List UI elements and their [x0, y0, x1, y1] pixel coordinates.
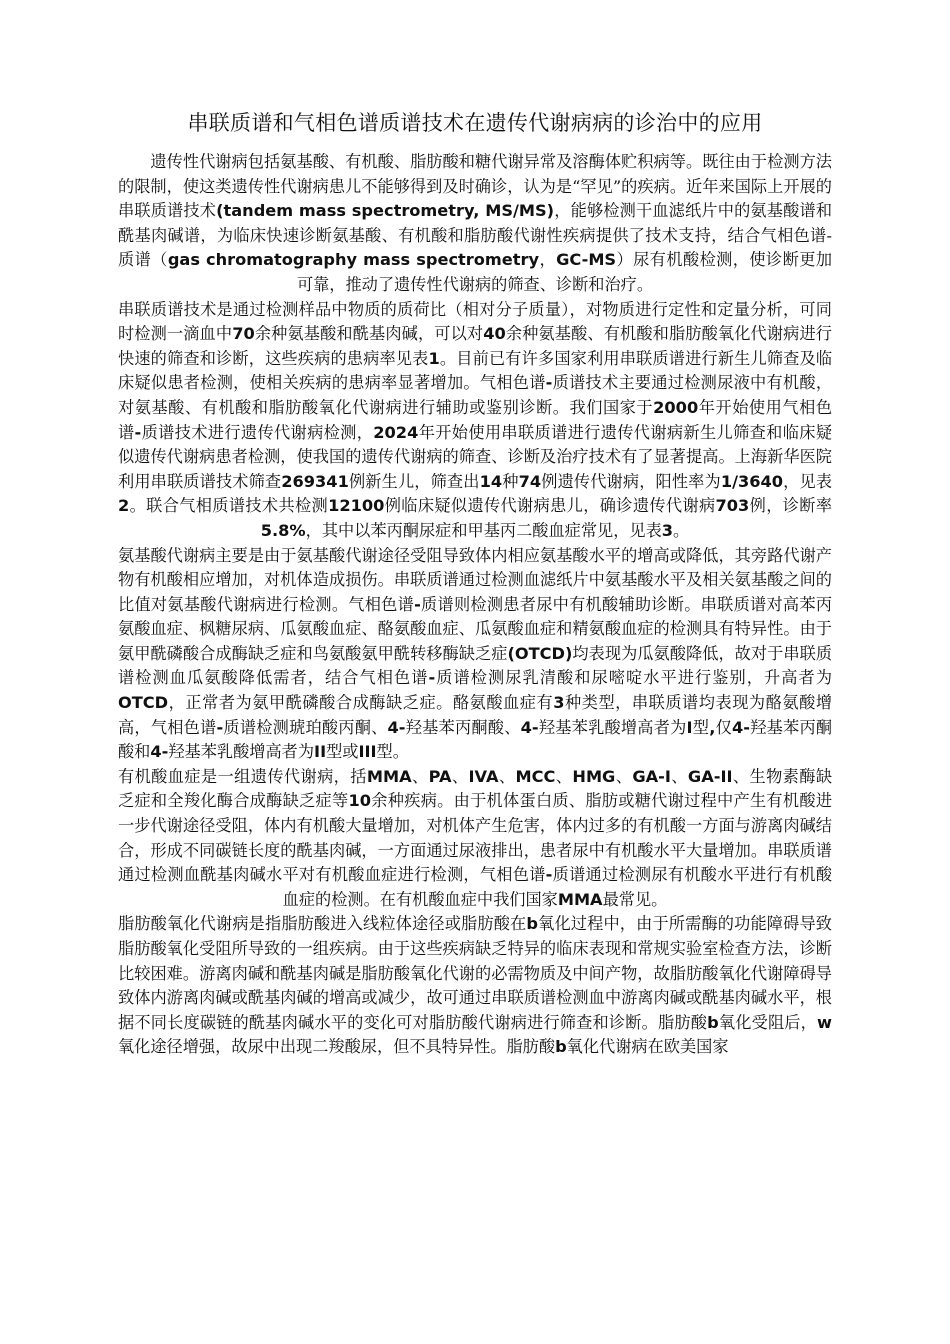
text-run: 、	[451, 766, 469, 786]
text-run: 最常见。	[602, 889, 668, 909]
bold-run: b	[526, 914, 538, 934]
text-run: 、	[615, 766, 633, 786]
bold-run: 4-	[520, 717, 539, 737]
text-run: 例遗传代谢病，阳性率为	[541, 471, 721, 491]
bold-run: -	[216, 717, 224, 737]
bold-run: GC-MS	[556, 250, 617, 270]
text-run: 串联质谱技术是通过检测样品中物质的质荷比（相对分子质量），对物质进行定性和定量分析，可同时检测一滴血中	[118, 299, 832, 344]
bold-run: -	[545, 373, 553, 393]
bold-run: 2	[118, 496, 130, 516]
bold-run: b	[555, 1037, 567, 1057]
text-run: 。联合气相质谱技术共检测	[129, 496, 329, 516]
text-run: 质谱检测琥珀酸丙酮、	[223, 717, 388, 737]
bold-run: 703	[715, 496, 750, 516]
text-run: 型	[692, 717, 710, 737]
text-run: ）尿有机酸检测，使诊断更加可靠，推动了遗传性代谢病的筛查、诊断和治疗。	[296, 250, 833, 294]
bold-run: w	[817, 1012, 832, 1032]
bold-run: 1/3640	[720, 471, 784, 491]
text-run: 种类型，串联质谱均表现为酪氨酸增高，气相色谱	[118, 693, 833, 737]
bold-run: MCC	[515, 766, 556, 786]
bold-run: b	[707, 1012, 719, 1032]
paragraph-intro	[118, 150, 832, 298]
document-title: 串联质谱和气相色谱质谱技术在遗传代谢病病的诊治中的应用	[187, 111, 763, 135]
bold-run: 40	[483, 324, 506, 344]
bold-run: ,	[709, 717, 716, 737]
text-run: 、生物素酶缺乏症和全羧化酶合成酶缺乏症等	[118, 766, 833, 811]
text-run: 氧化代谢病在欧美国家	[566, 1037, 729, 1057]
text-run: 脂肪酸氧化代谢病是指脂肪酸进入线粒体途径或脂肪酸在	[118, 914, 527, 934]
paragraph-fatty-acid	[118, 912, 832, 1060]
text-run: 羟基苯乳酸增高者为	[538, 717, 687, 737]
bold-run: 4-	[387, 717, 406, 737]
bold-run: MMA	[366, 766, 412, 786]
bold-run: 74	[518, 471, 542, 491]
text-run: 年开始使用串联质谱进行遗传代谢病新生儿筛查和临床疑似遗传代谢病患者检测，使我国的遗传代谢病的筛查、诊断及治疗技术有了显著提高。上海新华医院利用串联质谱技术筛查	[118, 422, 833, 491]
text-run: 羟基苯丙酮酸和	[118, 717, 833, 762]
text-run: 质谱技术进行遗传代谢病检测，	[141, 422, 374, 442]
text-run: 羟基苯丙酮酸、	[405, 717, 521, 737]
text-run: 氧化途径增强，故尿中出现二羧酸尿，但不具特异性。脂肪酸	[118, 1037, 556, 1057]
text-run: 质谱则检测患者尿中有机酸辅助诊断。串联质谱对高苯丙氨酸血症、枫糖尿病、瓜氨酸血症、酪氨酸血症、瓜氨酸血症和精氨酸血症的检测具有特异性。由于氨甲酰磷酸合成酶缺乏症和鸟氨酸氨甲酰转移酶缺乏症	[118, 594, 833, 663]
text-run: 例新生儿，筛查出	[348, 471, 480, 491]
bold-run: 12100	[328, 496, 385, 516]
bold-run: PA	[428, 766, 452, 786]
text-run: 质谱通过检测尿有机酸水平进行有机酸血症的检测。在有机酸血症中我们国家	[282, 865, 833, 909]
bold-run: 5.8%	[260, 520, 306, 540]
text-run: 氧化过程中，由于所需酶的功能障碍导致脂肪酸氧化受阻所导致的一组疾病。由于这些疾病缺乏特异的临床表现和常规实验室检查方法，诊断比较困难。游离肉碱和酰基肉碱是脂肪酸氧化代谢的必需物质及中间产物，故脂肪酸氧化代谢障碍导致体内游离肉碱或酰基肉碱的增高或减少，故可通过串联质谱检测血中游离肉碱或酰基肉碱水平，根据不同长度碳链的酰基肉碱水平的变化可对脂肪酸代谢病进行筛查和诊断。脂肪酸	[118, 914, 832, 1032]
text-run: 余种氨基酸、有机酸和脂肪酸氧化代谢病进行快速的筛查和诊断，这些疾病的患病率见表	[118, 324, 832, 368]
text-run: 年开始使用气相色谱	[118, 397, 833, 442]
bold-run: -	[134, 422, 142, 442]
bold-run: 14	[479, 471, 503, 491]
text-run: 。目前已有许多国家利用串联质谱进行新生儿筛查及临床疑似患者检测，使相关疾病的患病率显著增加。气相色谱	[118, 348, 833, 393]
text-run: ，见表	[783, 471, 833, 491]
bold-run: I	[686, 717, 693, 737]
bold-run: 10	[348, 791, 372, 811]
text-run: 仅	[715, 717, 732, 737]
bold-run: (OTCD)	[507, 643, 573, 663]
text-run: 例，诊断率	[749, 496, 833, 516]
bold-run: II	[314, 742, 327, 762]
bold-run: 1	[428, 348, 440, 368]
text-run: 、	[498, 766, 516, 786]
bold-run: 4-	[150, 742, 169, 762]
text-run: 均表现为瓜氨酸降低，故对于串联质谱检测血瓜氨酸降低需者，结合气相色谱	[118, 643, 833, 688]
text-run: 遗传性代谢病包括氨基酸、有机酸、脂肪酸和糖代谢异常及溶酶体贮积病等。既往由于检测方法的限制，使这类遗传性代谢病患儿不能够得到及时确诊，认为是“罕见”的疾病。近年来国际上开展的串联质谱技术	[118, 152, 832, 221]
text-run: ，能够检测干血滤纸片中的氨基酸谱和酰基肉碱谱，为临床快速诊断氨基酸、有机酸和脂肪酸代谢性疾病提供了技术支持，结合气相色谱-质谱（	[118, 201, 833, 270]
bold-run: III	[358, 742, 377, 762]
paragraph-amino-acid	[118, 544, 832, 765]
text-run: 型或	[326, 742, 359, 762]
paragraph-organic-acid	[118, 765, 832, 913]
bold-run: IVA	[468, 766, 499, 786]
paragraph-tandem-ms	[118, 298, 832, 544]
bold-run: -	[545, 865, 553, 885]
bold-run: GA-I	[632, 766, 671, 786]
bold-run: 3	[553, 693, 565, 713]
bold-run: 2000	[653, 397, 699, 417]
bold-run: OTCD	[118, 693, 169, 713]
bold-run: GA-II	[687, 766, 733, 786]
text-run: ，正常者为氨甲酰磷酸合成酶缺乏症。酪氨酸血症有	[168, 693, 554, 713]
text-run: 例临床疑似遗传代谢病患儿，确诊遗传代谢病	[384, 496, 716, 516]
text-run: 余种氨基酸和酰基肉碱，可以对	[254, 324, 484, 344]
text-run: 羟基苯乳酸增高者为	[168, 742, 315, 762]
bold-run: 269341	[281, 471, 349, 491]
text-run: 有机酸血症是一组遗传代谢病，括	[118, 766, 367, 786]
text-run: 。	[673, 520, 690, 540]
bold-run: 3	[661, 520, 674, 540]
text-run: 质谱技术主要通过检测尿液中有机酸，对氨基酸、有机酸和脂肪酸氧化代谢病进行辅助或鉴别诊断。我们国家于	[118, 373, 833, 417]
text-run: 型。	[376, 742, 409, 762]
text-run: 种	[502, 471, 519, 491]
bold-run: (tandem mass spectrometry, MS/MS)	[216, 201, 555, 221]
text-run: ，其中以苯丙酮尿症和甲基丙二酸血症常见，见表	[305, 520, 662, 540]
bold-run: MMA	[557, 889, 603, 909]
text-run: ，	[539, 250, 557, 270]
bold-run: -	[428, 668, 436, 688]
text-run: 、	[670, 766, 688, 786]
bold-run: 70	[232, 324, 255, 344]
text-run: 氨基酸代谢病主要是由于氨基酸代谢途径受阻导致体内相应氨基酸水平的增高或降低，其旁路代谢产物有机酸相应增加，对机体造成损伤。串联质谱通过检测血滤纸片中氨基酸水平及相关氨基酸之间的比值对氨基酸代谢病进行检测。气相色谱	[118, 545, 832, 614]
text-run: 氧化受阻后，	[718, 1012, 818, 1032]
bold-run: 4-	[732, 717, 750, 737]
document-page	[118, 108, 832, 1060]
bold-run: 2024	[373, 422, 419, 442]
text-run: 、	[411, 766, 429, 786]
bold-run: gas chromatography mass spectrometry	[167, 250, 540, 270]
text-run: 质谱检测尿乳清酸和尿嘧啶水平进行鉴别，升高者为	[435, 668, 833, 688]
text-run: 、	[555, 766, 573, 786]
bold-run: -	[414, 594, 421, 614]
bold-run: HMG	[572, 766, 616, 786]
text-run: 余种疾病。由于机体蛋白质、脂肪或糖代谢过程中产生有机酸进一步代谢途径受阻，体内有机酸大量增加，对机体产生危害，体内过多的有机酸一方面与游离肉碱结合，形成不同碳链长度的酰基肉碱，一方面通过尿液排出，患者尿中有机酸水平大量增加。串联质谱通过检测血酰基肉碱水平对有机酸血症进行检测，气相色谱	[118, 791, 833, 885]
